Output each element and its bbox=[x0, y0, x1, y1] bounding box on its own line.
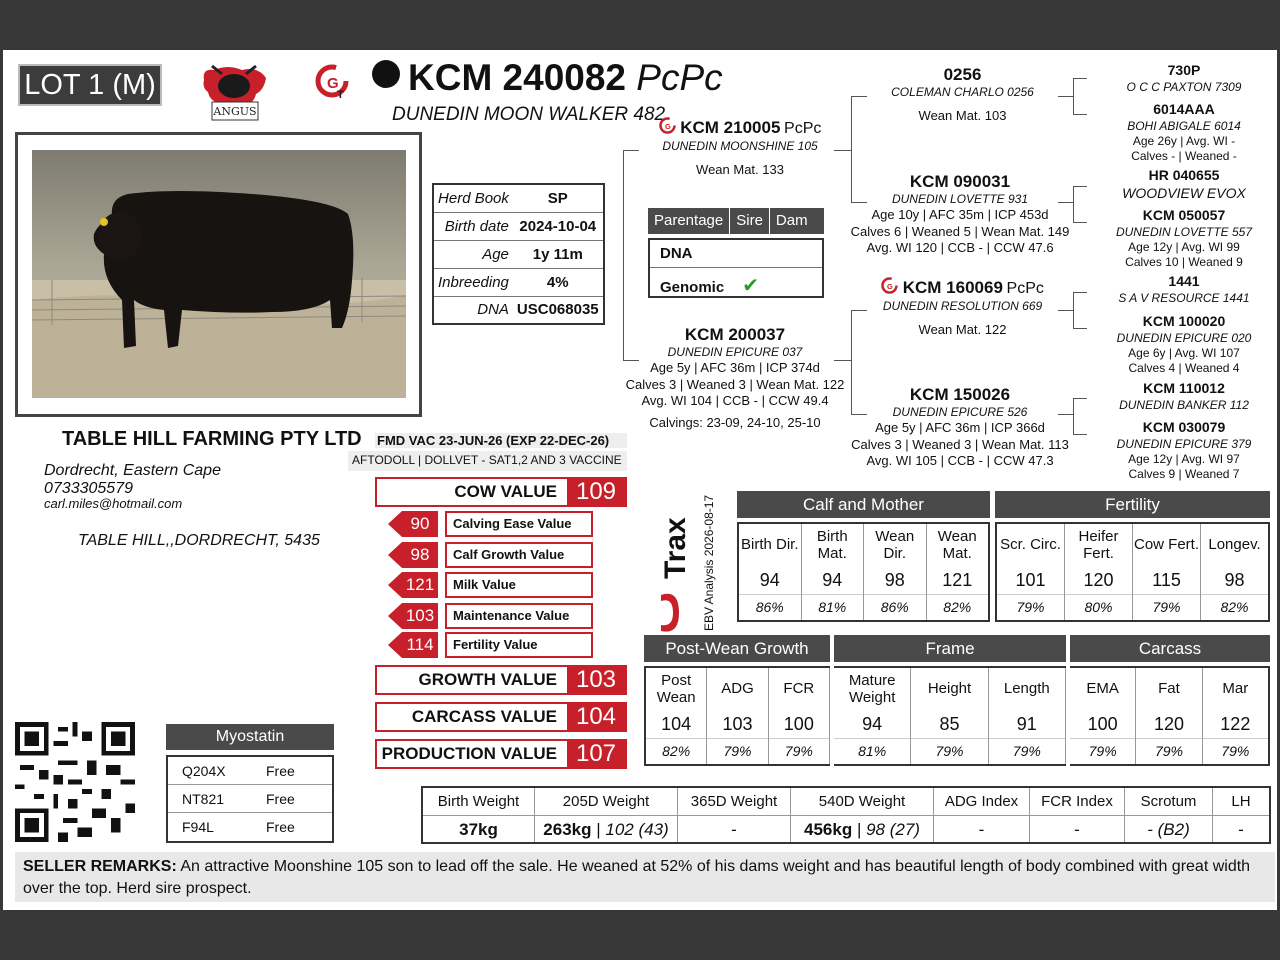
dtrax-label: Trax bbox=[659, 517, 692, 579]
parentage-head-sire: Sire bbox=[730, 208, 770, 234]
calf-mother-header: Calf and Mother bbox=[737, 491, 990, 518]
sub-index-maintenance bbox=[388, 603, 593, 629]
info-row-dna bbox=[433, 296, 604, 324]
ebv-carcass bbox=[1070, 635, 1270, 766]
ddd-id: KCM 030079 bbox=[1142, 419, 1226, 435]
production-value-number: 107 bbox=[567, 741, 625, 767]
seller-phone[interactable]: 0733305579 bbox=[44, 479, 133, 497]
polled-dot-icon bbox=[372, 60, 400, 88]
weight-birth: Birth Weight 37kg bbox=[423, 788, 535, 842]
ebv-cow-fert: Cow Fert. 115 79% bbox=[1133, 524, 1201, 620]
check-icon: ✔ bbox=[742, 275, 759, 297]
info-row-herd-book bbox=[433, 184, 604, 212]
sub-index-fertility bbox=[388, 632, 593, 658]
index-arrow-icon bbox=[388, 511, 402, 537]
pedigree-sd bbox=[845, 171, 1075, 256]
pedigree-dds bbox=[1094, 380, 1274, 413]
parentage-header bbox=[648, 208, 824, 234]
bottom-bar bbox=[0, 910, 1280, 960]
maintenance-value: 103 bbox=[402, 603, 438, 629]
sss-name: O C C PAXTON 7309 bbox=[1126, 79, 1242, 94]
ssd-info-1: Age 26y | Avg. WI - bbox=[1132, 133, 1236, 148]
ss-info: Wean Mat. 103 bbox=[918, 108, 1007, 124]
seller-location: Dordrecht, Eastern Cape bbox=[44, 462, 221, 479]
svg-text:G: G bbox=[664, 122, 671, 131]
dss-name: S A V RESOURCE 1441 bbox=[1118, 290, 1250, 305]
ebv-mature-weight: Mature Weight 94 81% bbox=[834, 668, 911, 764]
cow-value-label: COW VALUE bbox=[454, 482, 557, 501]
ebv-heifer-fert: Heifer Fert. 120 80% bbox=[1065, 524, 1133, 620]
ebv-length: Length 91 79% bbox=[989, 668, 1066, 764]
adg-index: ADG Index - bbox=[934, 788, 1030, 842]
qr-code[interactable] bbox=[15, 722, 135, 842]
dd-info-3: Avg. WI 105 | CCB - | CCW 47.3 bbox=[866, 452, 1054, 468]
ddd-name: DUNEDIN EPICURE 379 bbox=[1116, 436, 1252, 451]
dam-info-3: Avg. WI 104 | CCB - | CCW 49.4 bbox=[641, 392, 829, 408]
lh: LH - bbox=[1213, 788, 1269, 842]
ddd-info-1: Age 12y | Avg. WI 97 bbox=[1128, 451, 1240, 466]
dds-name: DUNEDIN BANKER 112 bbox=[1119, 397, 1249, 412]
ebv-fat: Fat 120 79% bbox=[1136, 668, 1202, 764]
growth-value-index bbox=[375, 665, 627, 695]
seller-remarks bbox=[15, 852, 1275, 902]
weight-540d: 540D Weight 456kg | 98 (27) bbox=[791, 788, 934, 842]
pedigree-dss bbox=[1094, 273, 1274, 306]
milk-label: Milk Value bbox=[445, 572, 593, 598]
pedigree-dd bbox=[845, 384, 1075, 469]
animal-id: KCM 240082 bbox=[408, 57, 627, 98]
birth-date-value: 2024-10-04 bbox=[513, 212, 604, 240]
dd-info-1: Age 5y | AFC 36m | ICP 366d bbox=[875, 420, 1045, 436]
calving-ease-value: 90 bbox=[402, 511, 438, 537]
fertility-label: Fertility Value bbox=[445, 632, 593, 658]
ssd-name: BOHI ABIGALE 6014 bbox=[1127, 118, 1241, 133]
dsd-info-1: Age 6y | Avg. WI 107 bbox=[1128, 345, 1240, 360]
pedigree-sds bbox=[1094, 167, 1274, 202]
fmd-vaccine: FMD VAC 23-JUN-26 (EXP 22-DEC-26) bbox=[375, 433, 627, 448]
post-wean-box bbox=[644, 666, 830, 766]
maintenance-label: Maintenance Value bbox=[445, 603, 593, 629]
age-label: Age bbox=[433, 240, 513, 268]
info-row-inbreeding bbox=[433, 268, 604, 296]
angus-bull-logo bbox=[198, 60, 270, 126]
cow-value-number: 109 bbox=[567, 479, 625, 505]
sire-poll: PcPc bbox=[784, 120, 822, 137]
svg-text:G: G bbox=[327, 75, 339, 92]
production-value-label: PRODUCTION VALUE bbox=[381, 744, 557, 763]
dam-id: KCM 200037 bbox=[684, 325, 786, 344]
dtrax-logo bbox=[655, 485, 716, 635]
calf-growth-value: 98 bbox=[402, 542, 438, 568]
info-row-birth-date bbox=[433, 212, 604, 240]
fcr-index: FCR Index - bbox=[1030, 788, 1125, 842]
production-value-index bbox=[375, 739, 627, 769]
dam-calvings: Calvings: 23-09, 24-10, 25-10 bbox=[649, 415, 821, 430]
sd-info-2: Calves 6 | Weaned 5 | Wean Mat. 149 bbox=[850, 223, 1070, 239]
dtrax-analysis: EBV Analysis 2026-08-17 bbox=[702, 494, 716, 631]
post-wean-header: Post-Wean Growth bbox=[644, 635, 830, 662]
pedigree-ddd bbox=[1094, 419, 1274, 482]
dd-id: KCM 150026 bbox=[909, 385, 1011, 404]
sd-info-3: Avg. WI 120 | CCB - | CCW 47.6 bbox=[866, 239, 1054, 255]
ebv-wean-dir: Wean Dir. 98 86% bbox=[864, 524, 927, 620]
ss-name: COLEMAN CHARLO 0256 bbox=[891, 85, 1034, 100]
ebv-calf-mother bbox=[737, 491, 990, 622]
fertility-value: 114 bbox=[402, 632, 438, 658]
ssd-id: 6014AAA bbox=[1153, 101, 1215, 117]
scrotum: Scrotum - (B2) bbox=[1125, 788, 1213, 842]
myostatin-header: Myostatin bbox=[166, 724, 334, 750]
index-arrow-icon bbox=[388, 572, 402, 598]
pedigree-ds bbox=[865, 277, 1060, 338]
dna-value: USC068035 bbox=[513, 296, 604, 324]
ebv-height: Height 85 79% bbox=[911, 668, 988, 764]
sdd-info-1: Age 12y | Avg. WI 99 bbox=[1128, 239, 1240, 254]
ebv-frame bbox=[834, 635, 1066, 766]
animal-name: DUNEDIN MOON WALKER 482 bbox=[392, 104, 666, 125]
growth-value-number: 103 bbox=[567, 667, 625, 693]
parentage-body bbox=[648, 238, 824, 298]
ebv-ema: EMA 100 79% bbox=[1070, 668, 1136, 764]
gt-small-icon bbox=[881, 277, 899, 293]
milk-value: 121 bbox=[402, 572, 438, 598]
frame-box bbox=[834, 666, 1066, 766]
gt-small-icon bbox=[659, 117, 677, 133]
parentage-head-label: Parentage bbox=[648, 208, 730, 234]
parentage-genomic-label: Genomic bbox=[660, 279, 725, 296]
ebv-birth-mat: Birth Mat. 94 81% bbox=[802, 524, 865, 620]
myostatin-row: Q204X Free bbox=[168, 757, 332, 785]
bull-photo bbox=[32, 150, 406, 398]
carcass-box bbox=[1070, 666, 1270, 766]
other-vaccines: AFTODOLL | DOLLVET - SAT1,2 AND 3 VACCINE bbox=[348, 451, 627, 471]
age-value: 1y 11m bbox=[513, 240, 604, 268]
svg-text:T: T bbox=[337, 89, 344, 101]
sub-index-calving-ease bbox=[388, 511, 593, 537]
sire-info: Wean Mat. 133 bbox=[696, 162, 784, 177]
dsd-info-2: Calves 4 | Weaned 4 bbox=[1128, 360, 1240, 375]
ss-id: 0256 bbox=[943, 65, 982, 84]
parentage-head-dam: Dam bbox=[775, 212, 808, 229]
parentage-table bbox=[648, 208, 824, 298]
remarks-text: An attractive Moonshine 105 son to lead off the sale. He weaned at 52% of his dams weight and has beautiful length of body combined with great width over the top. Herd sire prospect. bbox=[23, 858, 1251, 897]
dam-name: DUNEDIN EPICURE 037 bbox=[667, 345, 803, 360]
seller-name: TABLE HILL FARMING PTY LTD bbox=[62, 428, 362, 450]
myostatin-row: NT821 Free bbox=[168, 785, 332, 813]
ssd-info-2: Calves - | Weaned - bbox=[1131, 148, 1237, 163]
ebv-longev: Longev. 98 82% bbox=[1201, 524, 1268, 620]
sd-name: DUNEDIN LOVETTE 931 bbox=[891, 192, 1029, 207]
angus-logo-text: ANGUS bbox=[213, 105, 257, 118]
carcass-value-index bbox=[375, 702, 627, 732]
index-arrow-icon bbox=[388, 632, 402, 658]
dam-info-2: Calves 3 | Weaned 3 | Wean Mat. 122 bbox=[625, 376, 845, 392]
ds-info: Wean Mat. 122 bbox=[918, 322, 1007, 337]
frame-header: Frame bbox=[834, 635, 1066, 662]
weights-table bbox=[421, 786, 1271, 844]
svg-text:G: G bbox=[887, 282, 893, 291]
seller-contact bbox=[44, 462, 221, 511]
fertility-header: Fertility bbox=[995, 491, 1270, 518]
animal-poll: PcPc bbox=[636, 57, 723, 98]
sds-name: WOODVIEW EVOX bbox=[1122, 184, 1246, 201]
cow-value-index bbox=[375, 477, 627, 507]
calf-growth-label: Calf Growth Value bbox=[445, 542, 593, 568]
ebv-post-wean-col: Post Wean 104 82% bbox=[646, 668, 707, 764]
inbreeding-label: Inbreeding bbox=[433, 268, 513, 296]
ddd-info-2: Calves 9 | Weaned 7 bbox=[1128, 466, 1240, 481]
sdd-info-2: Calves 10 | Weaned 9 bbox=[1125, 254, 1243, 269]
sd-info-1: Age 10y | AFC 35m | ICP 453d bbox=[871, 207, 1049, 223]
animal-info-table bbox=[432, 183, 605, 325]
ebv-mar: Mar 122 79% bbox=[1203, 668, 1268, 764]
pedigree-ss bbox=[870, 64, 1055, 125]
ebv-post-wean bbox=[644, 635, 830, 766]
pedigree-sdd bbox=[1094, 207, 1274, 270]
birth-date-label: Birth date bbox=[433, 212, 513, 240]
dd-name: DUNEDIN EPICURE 526 bbox=[892, 405, 1028, 420]
herd-book-label: Herd Book bbox=[433, 184, 513, 212]
growth-value-label: GROWTH VALUE bbox=[418, 670, 557, 689]
ebv-wean-mat: Wean Mat. 121 82% bbox=[927, 524, 989, 620]
info-row-age bbox=[433, 240, 604, 268]
inbreeding-value: 4% bbox=[513, 268, 604, 296]
ebv-adg: ADG 103 79% bbox=[707, 668, 768, 764]
parentage-row-genomic bbox=[650, 268, 822, 296]
ds-id: KCM 160069 bbox=[902, 278, 1003, 297]
sire-name: DUNEDIN MOONSHINE 105 bbox=[662, 139, 818, 153]
sire-id: KCM 210005 bbox=[680, 118, 781, 137]
carcass-value-label: CARCASS VALUE bbox=[411, 707, 557, 726]
dam-info-1: Age 5y | AFC 36m | ICP 374d bbox=[650, 360, 820, 376]
sdd-id: KCM 050057 bbox=[1142, 207, 1226, 223]
pedigree-ssd bbox=[1094, 101, 1274, 164]
dds-id: KCM 110012 bbox=[1143, 380, 1225, 396]
myostatin-table bbox=[166, 724, 334, 843]
weight-365d: 365D Weight - bbox=[678, 788, 791, 842]
ds-name: DUNEDIN RESOLUTION 669 bbox=[882, 299, 1043, 313]
pedigree-dam bbox=[620, 324, 850, 431]
calving-ease-label: Calving Ease Value bbox=[445, 511, 593, 537]
ebv-fertility bbox=[995, 491, 1270, 622]
lot-badge: LOT 1 (M) bbox=[18, 64, 162, 106]
sub-index-calf-growth bbox=[388, 542, 593, 568]
gt-logo-icon bbox=[315, 64, 349, 101]
myostatin-row: F94L Free bbox=[182, 819, 295, 835]
sd-id: KCM 090031 bbox=[909, 172, 1011, 191]
seller-email[interactable]: carl.miles@hotmail.com bbox=[44, 496, 183, 512]
calf-mother-box bbox=[737, 522, 990, 622]
dna-label: DNA bbox=[433, 296, 513, 324]
carcass-value-number: 104 bbox=[567, 704, 625, 730]
animal-title bbox=[372, 57, 723, 99]
index-arrow-icon bbox=[388, 603, 402, 629]
seller-address: TABLE HILL,,DORDRECHT, 5435 bbox=[78, 532, 320, 549]
dsd-id: KCM 100020 bbox=[1142, 313, 1226, 329]
parentage-row-dna bbox=[650, 240, 822, 268]
sss-id: 730P bbox=[1167, 62, 1201, 78]
pedigree-sire bbox=[645, 117, 835, 178]
dsd-name: DUNEDIN EPICURE 020 bbox=[1116, 330, 1252, 345]
index-arrow-icon bbox=[388, 542, 402, 568]
pedigree-dsd bbox=[1094, 313, 1274, 376]
remarks-label: SELLER REMARKS: bbox=[23, 858, 177, 875]
herd-book-value: SP bbox=[513, 184, 604, 212]
parentage-dna-label: DNA bbox=[660, 245, 693, 262]
dd-info-2: Calves 3 | Weaned 3 | Wean Mat. 113 bbox=[851, 436, 1069, 452]
weight-205d: 205D Weight 263kg | 102 (43) bbox=[535, 788, 678, 842]
ebv-scr-circ: Scr. Circ. 101 79% bbox=[997, 524, 1065, 620]
dss-id: 1441 bbox=[1168, 273, 1200, 289]
top-bar bbox=[0, 0, 1280, 50]
fertility-box bbox=[995, 522, 1270, 622]
pedigree-sss bbox=[1094, 62, 1274, 95]
ebv-birth-dir: Birth Dir. 94 86% bbox=[739, 524, 802, 620]
ebv-fcr: FCR 100 79% bbox=[769, 668, 830, 764]
ds-poll: PcPc bbox=[1006, 280, 1044, 297]
myostatin-body bbox=[166, 755, 334, 843]
sub-index-milk bbox=[388, 572, 593, 598]
sds-id: HR 040655 bbox=[1148, 167, 1220, 183]
carcass-header: Carcass bbox=[1070, 635, 1270, 662]
sdd-name: DUNEDIN LOVETTE 557 bbox=[1115, 224, 1253, 239]
